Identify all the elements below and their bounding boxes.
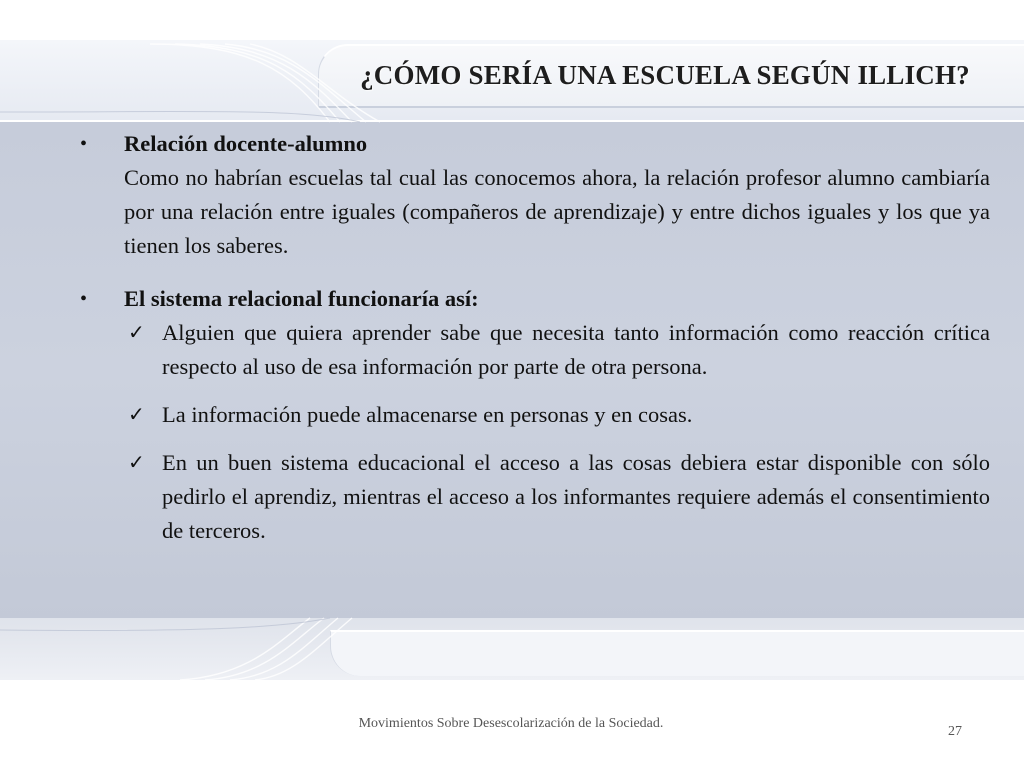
bullet-heading: El sistema relacional funcionaría así: [124, 286, 479, 311]
check-item [124, 398, 990, 432]
check-item-text: La información puede almacenarse en personas y en cosas. [162, 402, 693, 427]
bullet-relacion [80, 127, 990, 263]
footer-text: Movimientos Sobre Desescolarización de la Sociedad. [358, 716, 664, 731]
checkmark-icon: ✓ [128, 404, 145, 426]
page-number: 27 [948, 724, 962, 739]
check-item [124, 446, 990, 548]
bullet-sistema [80, 282, 990, 316]
checkmark-icon: ✓ [128, 322, 145, 344]
bullet-heading: Relación docente-alumno [124, 131, 368, 156]
slide-content [80, 127, 990, 548]
slide-title: ¿CÓMO SERÍA UNA ESCUELA SEGÚN ILLICH? [360, 60, 970, 90]
bullet-paragraph: Como no habrían escuelas tal cual las conocemos ahora, la relación profesor alumno cambiaría por una relación entre iguales (compañeros de aprendizaje) y entre dichos iguales y los que ya tienen los saberes. [124, 165, 990, 258]
bullet-dot: • [80, 288, 88, 310]
check-item-text: En un buen sistema educacional el acceso a las cosas debiera estar disponible con sólo pedirlo el aprendiz, mientras el acceso a los informantes requiere además el consentimiento de terceros. [162, 450, 990, 543]
check-item [124, 316, 990, 384]
checkmark-icon: ✓ [128, 452, 145, 474]
bullet-dot: • [80, 133, 88, 155]
check-item-text: Alguien que quiera aprender sabe que necesita tanto información como reacción crítica respecto al uso de esa información por parte de otra persona. [162, 320, 990, 379]
